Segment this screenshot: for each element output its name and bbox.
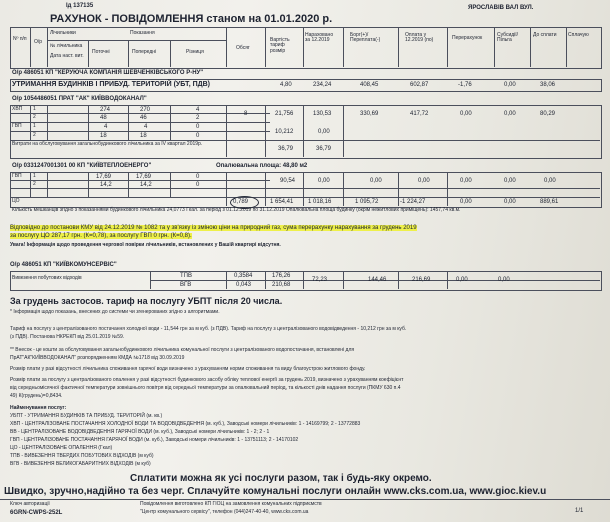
org3-row3-recalc: 0,00 [460,199,472,205]
org1-subsidy: 0,00 [504,82,516,88]
org3-row2-prev: 14,2 [140,182,152,188]
header-nar: Нараховано за 12.2019 [305,32,334,44]
org2-row1-topay: 80,29 [540,111,556,117]
org2-row3-nar: 0,00 [318,129,330,135]
org3-area: Опалювальна площа: 48,80 м2 [216,163,308,169]
org2-row1-vol: 8 [244,111,248,117]
legend-item: ВВ - ЦЕНТРАЛІЗОВАНЕ ВОДОВІДВЕДЕННЯ ГАРЯЧОЇ ВОДИ (м. куб.), Заводські номери лічильників: 1 - 2; 2 - 1 [10,429,270,435]
org3-row2-n: 2 [33,181,36,187]
footer-payment-note: Сплатити можна як усі послуги разом, так і будь-яку окремо. [130,473,432,484]
org2-row3-tariff: 10,212 [275,129,294,135]
org3-row2-cur: 14,2 [100,182,112,188]
header-tosum: Сплачую [568,32,589,38]
header-current: Поточні [92,49,110,55]
org3-row3-svc: ЦО [12,198,20,204]
org2-row3-cur: 4 [104,124,108,130]
org3-row1-nar: 0,00 [318,178,330,184]
info-note: * Інформація щодо показань, внесених до системи чи згенерованих згідно з алгоритмами. [10,309,220,315]
org1-recalc: -1,76 [458,82,472,88]
header-volume: Обсяг [236,45,250,51]
org4-block [10,271,602,291]
org2-row2-prev: 46 [140,115,147,121]
heating-text-2: від середньомісячної фактичної температури зовнішнього повітря від середньої температури за опалювальний період, та кількості днів надання послуги (ПКМУ 630 п.4 [10,385,401,391]
org3-row3-debt: 1 095,72 [355,199,379,205]
legend-item: ЦО - ЦЕНТРАЛІЗОВАНЕ ОПАЛЕННЯ (Гкал) [10,445,113,451]
heating-text-3: 49) К(грудень)=0,8434. [10,393,63,399]
org4-row1-nar: 176,26 [272,273,291,279]
org2-row1-paid: 417,72 [410,111,429,117]
org2-row4-n: 2 [33,132,36,138]
org2-row3-n: 1 [33,123,36,129]
org1-paid: 602,87 [410,82,429,88]
org2-row1-diff: 4 [196,107,200,113]
auth-key-label: Ключ авторизації [10,501,50,507]
org3-row1-cur: 17,69 [96,174,112,180]
org2-note-nar: 36,79 [316,146,332,152]
org1-nar: 234,24 [313,82,332,88]
org2-row1-svc: ХВП [12,106,23,112]
org2-row1-prev: 270 [140,107,151,113]
org3-row3-vol: 0,789 [233,199,249,205]
org3-row2-diff: 0 [196,182,200,188]
org3-row3-nar: 1 018,16 [308,199,332,205]
org2-row3-prev: 4 [144,124,148,130]
org3-row1-tariff: 90,54 [280,178,296,184]
fee-text-2: ПрАТ"АК"КИЇВВОДОКАНАЛ" розпорядженням КМДА №1718 від 30.09.2019 [10,355,185,361]
org4-name: О/р 486051 КП "КИЇВКОМУНСЕРВІС" [10,262,117,268]
org3-row1-debt: 0,00 [370,178,382,184]
org3-name: О/р 0331247001301 00 КП "КИЇВТЕПЛОЕНЕРГО" [12,163,152,169]
tariff-text-1: Тариф на послугу з централізованого постачання холодної води - 11,544 грн за м куб. (з ПДВ). Тариф на послугу з централізованого водовідведення - 10,212 грн за м куб. [10,326,407,332]
org2-note: Витрати на обслуговування загальнобудинкового лічильника за IV квартал 2019р. [12,141,203,147]
org3-row1-diff: 0 [196,174,200,180]
org4-row1-topay: 0,00 [498,277,510,283]
org1-name: О/р 486051 КП "КЕРУЮЧА КОМПАНІЯ ШЕВЧЕНКІВСЬКОГО Р-НУ" [12,70,204,76]
org4-row1-subsidy: 0,00 [456,277,468,283]
header-debt: Борг(+)/ Переплата(-) [350,32,381,44]
org4-row2-tariff: 0,043 [236,282,252,288]
org3-row3-subsidy: 0,00 [504,199,516,205]
org3-row3-tariff: 1 654,41 [270,199,294,205]
org4-row2-nar: 210,68 [272,282,291,288]
org3-row1-recalc: 0,00 [460,178,472,184]
bill-title: РАХУНОК - ПОВІДОМЛЕННЯ станом на 01.01.2020 р. [50,13,333,25]
header-recalc: Перерахунок [452,35,483,41]
tariff-text-2: (з ПДВ). Постанова НКРЕКП від 25.01.2019 №59. [10,334,125,340]
address: ЯРОСЛАВІВ ВАЛ ВУЛ. [468,5,534,11]
org1-service: УТРИМАННЯ БУДИНКІВ І ПРИБУД. ТЕРИТОРІЙ (УБТ, ПДВ) [12,81,210,88]
org3-row1-subsidy: 0,00 [504,178,516,184]
header-shown: Показання [130,30,155,36]
org1-debt: 408,45 [360,82,379,88]
org2-note-tariff: 36,79 [278,146,294,152]
header-num: Nº п/п [13,36,27,42]
org2-row1-recalc: 0,00 [460,111,472,117]
org4-service: Вивезення побутових відходів [12,275,82,281]
org3-note1: Кількість мешканців згідно з показаннями будинкового лічильника 24,0773 Гкал. за період з 01.12.2019 по 31.12.2019 Опалювальна площа будинку (окрім нежитлових приміщень): 1457,74 кв.м. [12,207,461,213]
header-previous: Попередні [132,49,157,55]
page-number: 1/1 [575,508,584,514]
org2-row1-cur: 274 [100,107,111,113]
org3-verification-note: Увага! Інформація щодо проведення чергової повірки лічильників, встановлених у Вашій квартирі відсутня. [10,242,281,248]
header-diff: Різниця [186,49,204,55]
org2-row1-nar: 130,53 [313,111,332,117]
account-id: Ід 137135 [66,3,94,9]
recalc-notice-line2: за послугу ЦО 287,17 грн. (К=0,78), за послугу ГВП 0 грн. (К=0,8). [10,233,192,239]
org2-row2-cur: 48 [100,115,107,121]
org2-row2-diff: 2 [196,115,200,121]
legend-item: ГВП - ЦЕНТРАЛІЗОВАНЕ ПОСТАЧАННЯ ГАРЯЧОЇ ВОДИ (м. куб.), Заводські номери лічильників: 1 - 13751113; 2 - 14170102 [10,437,299,443]
org2-name: О/р 1054486051 ПРАТ "АК" КИЇВВОДОКАНАЛ" [12,96,147,102]
org3-row1-svc: ГВП [12,173,22,179]
org3-row1-prev: 17,69 [136,174,152,180]
footer-online-note: Швидко, зручно,надійно та без черг. Сплачуйте комунальні послуги онлайн www.cks.com.ua, www.gioc.kiev.u [4,486,547,497]
header-account-no: № лічильника [50,43,83,49]
org2-row3-svc: ГВП [12,123,22,129]
bottom-text-1: Повідомлення виготовлено КП ГІОЦ на замовлення комунальних підприємств [140,501,322,507]
org2-row4-prev: 18 [140,133,147,139]
fee-text-1: ** Внесок - це кошти за обслуговування загальнобудинкового лічильника комунальної послуги з централізованого водопостачання, встановлені для [10,347,355,353]
org2-row3-diff: 0 [196,124,200,130]
legend-item: ТПВ - ВИВЕЗЕННЯ ТВЕРДИХ ПОБУТОВИХ ВІДХОДІВ (м куб) [10,453,154,459]
legend-item: УБПТ - УТРИМАННЯ БУДИНКІВ ТА ПРИБУД. ТЕРИТОРІЙ (м. кв.) [10,413,163,419]
auth-key: 6GRN-CWPS-252L [10,510,63,516]
org1-tariff: 4,80 [280,82,292,88]
header-subsidy: Субсидії/ Пільга [497,32,519,44]
legend-title: Найменування послуг: [10,405,67,411]
legend-item: ХВП - ЦЕНТРАЛІЗОВАНЕ ПОСТАЧАННЯ ХОЛОДНОЇ ВОДИ ТА ВОДОВІДВЕДЕННЯ (м. куб.), Заводські номери лічильників: 1 - 14169799; 2 - 13772883 [10,421,361,427]
org3-row3-paid: -1 224,27 [400,199,426,205]
org4-row1-tariff: 0,3584 [234,273,253,279]
org1-topay: 38,06 [540,82,556,88]
org4-row1-paid: 144,46 [368,277,387,283]
org3-row1-topay: 0,00 [544,178,556,184]
org2-row1-tariff: 21,756 [275,111,294,117]
org4-row1-recalc: 216,69 [412,277,431,283]
header-date: Дата наст. вит. [50,53,84,59]
org2-row4-diff: 0 [196,133,200,139]
header-accounts: Лічильники [50,30,76,36]
header-paid: Оплата у 12.2019 (по) [405,32,434,44]
hot-water-text: Розмір плати у разі відсутності лічильника споживання гарячої води визначено з урахуванням норми споживання та виду благоустрою житлового фонду. [10,366,366,372]
org3-row1-n: 1 [33,173,36,179]
org2-row4-cur: 18 [100,133,107,139]
org2-row2-n: 2 [33,114,36,120]
org4-row1-svc: ТПВ [180,273,192,279]
org3-row1-paid: 0,00 [418,178,430,184]
org3-row3-topay: 889,61 [540,199,559,205]
bottom-text-2: "Центр комунального сервісу", телефон (044)247-40-40, www.cks.com.ua [140,509,309,515]
header-tariff: Вартість тариф розмір [270,37,290,54]
december-tariff-note: За грудень застосов. тариф на послугу УБПТ після 20 числа. [10,296,283,306]
header-topay: До сплати [533,32,557,38]
org2-row1-subsidy: 0,00 [504,111,516,117]
org2-row1-n: 1 [33,106,36,112]
org4-row1-debt: 72,23 [312,277,328,283]
header-ou: О/р [34,39,43,45]
org2-row1-debt: 330,69 [360,111,379,117]
legend-item: ВГВ - ВИВЕЗЕННЯ ВЕЛИКОГАБАРИТНИХ ВІДХОДІВ (м куб) [10,461,151,467]
org4-row2-svc: ВГВ [180,282,192,288]
recalc-notice-line1: Відповідно до постанови КМУ від 24.12.2019 № 1082 та у зв'язку із зміною ціни на природний газ, сума перерахунку нарахування за грудень 2019 [10,225,417,231]
heating-text-1: Розмір плати за послугу з централізованого опалення у разі відсутності будинкового засобу обліку теплової енергії за грудень 2019, визначено з урахуванням коефіцієнт [10,377,404,383]
